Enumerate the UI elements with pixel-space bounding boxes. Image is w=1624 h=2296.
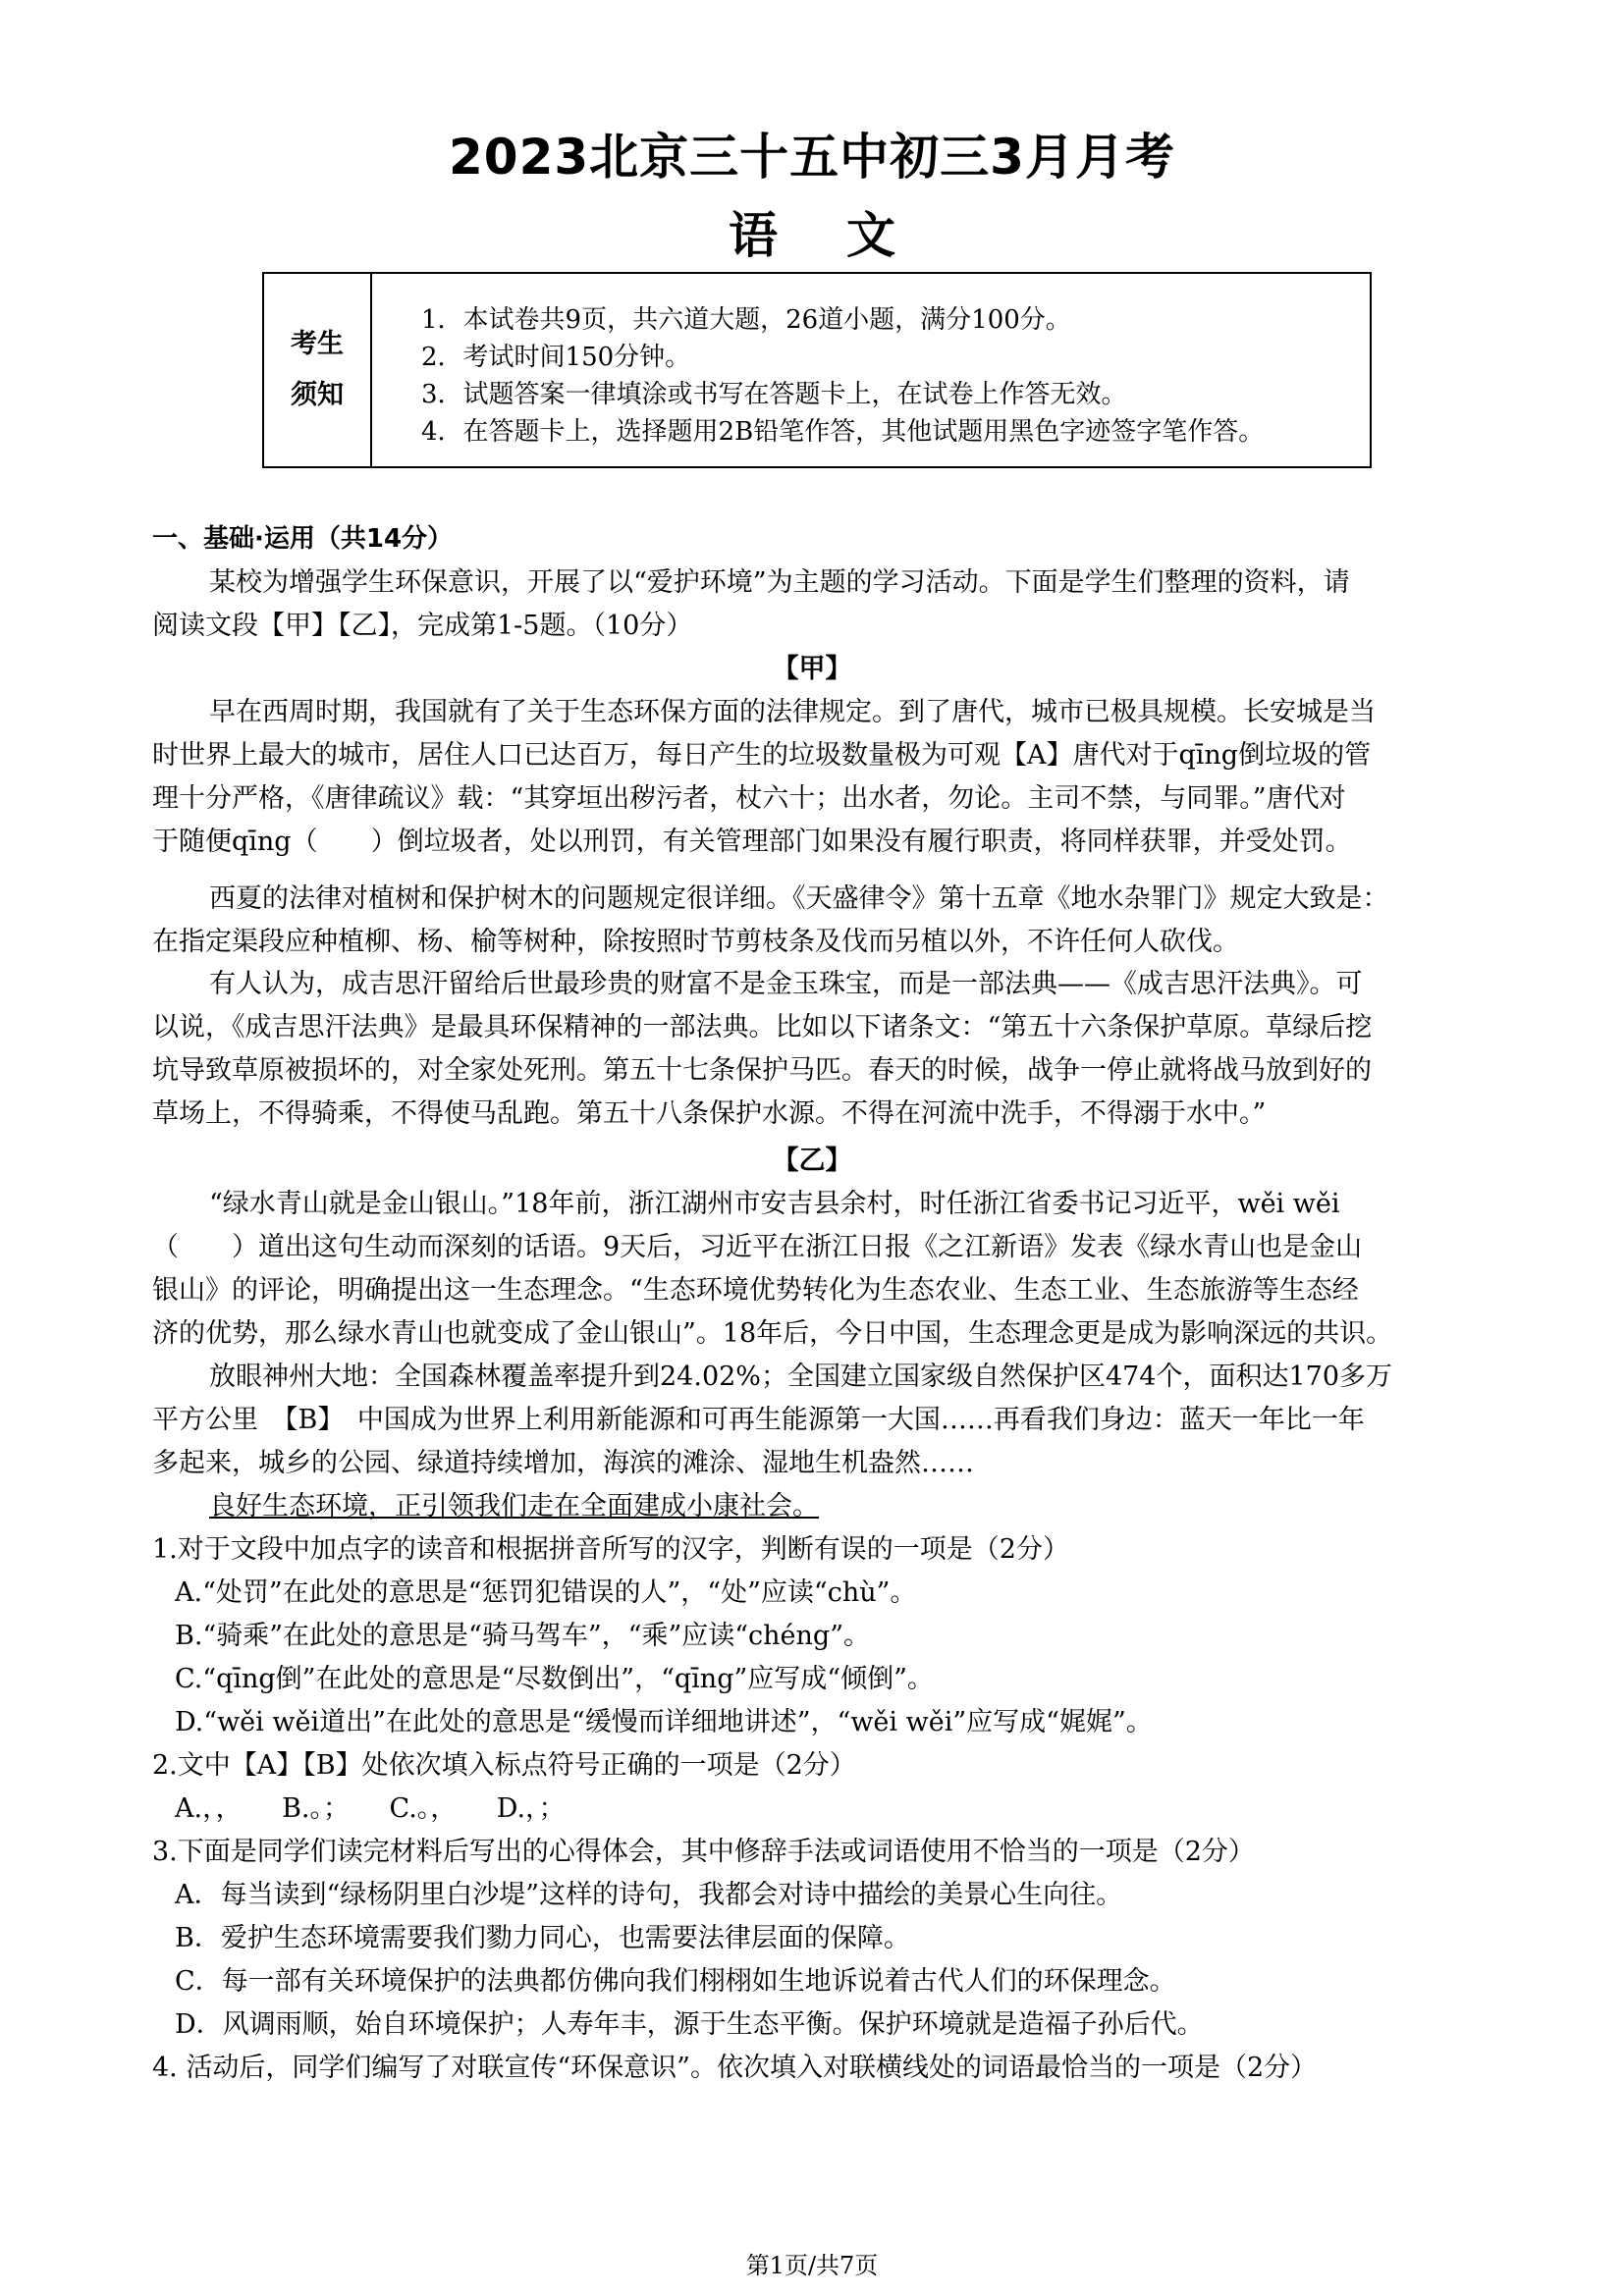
question-3-option: C．每一部有关环境保护的法典都仿佛向我们栩栩如生地诉说着古代人们的环保理念。 (175, 1966, 1176, 1997)
question-1-option: D.“wěi wěi道出”在此处的意思是“缓慢而详细地讲述”，“wěi wěi”应写成“娓娓”。 (175, 1707, 1153, 1737)
passage-jia-heading: 【甲】 (772, 654, 852, 684)
passage-line: 早在西周时期，我国就有了关于生态环保方面的法律规定。到了唐代，城市已极具规模。长安城是当 (209, 697, 1376, 727)
passage-line: 理十分严格，《唐律疏议》载：“其穿垣出秽污者，杖六十；出水者，勿论。主司不禁，与同罪。”唐代对 (152, 783, 1346, 814)
passage-line: 银山》的评论，明确提出这一生态理念。“生态环境优势转化为生态农业、生态工业、生态旅游等生态经 (152, 1275, 1359, 1306)
notice-item: 3．试题答案一律填涂或书写在答题卡上，在试卷上作答无效。 (421, 380, 1127, 409)
section-title: 一、基础·运用（共14分） (152, 524, 454, 554)
passage-line: 草场上，不得骑乘，不得使马乱跑。第五十八条保护水源。不得在河流中洗手，不得溺于水中。” (152, 1098, 1267, 1129)
question-1-option: A.“处罚”在此处的意思是“惩罚犯错误的人”，“处”应读“chù”。 (175, 1577, 917, 1608)
notice-label-line2: 须知 (291, 380, 344, 410)
intro-line: 某校为增强学生环保意识，开展了以“爱护环境”为主题的学习活动。下面是学生们整理的资料，请 (209, 567, 1350, 598)
passage-line: 西夏的法律对植树和保护树木的问题规定很详细。《天盛律令》第十五章《地水杂罪门》规定大致是： (209, 883, 1389, 914)
passage-line: 以说，《成吉思汗法典》是最具环保精神的一部法典。比如以下诸条文：“第五十六条保护草原。草绿后挖 (152, 1012, 1373, 1042)
passage-line: 平方公里 【B】 中国成为世界上利用新能源和可再生能源第一大国……再看我们身边：蓝天一年比一年 (152, 1405, 1365, 1435)
passage-line: 在指定渠段应种植柳、杨、榆等树种，除按照时节剪枝条及伐而另植以外，不许任何人砍伐。 (152, 927, 1239, 957)
passage-line: 有人认为，成吉思汗留给后世最珍贵的财富不是金玉珠宝，而是一部法典——《成吉思汗法典》。可 (209, 969, 1363, 999)
question-2: 2.文中【A】【B】处依次填入标点符号正确的一项是（2分） (152, 1750, 856, 1781)
question-1: 1.对于文段中加点字的读音和根据拼音所写的汉字，判断有误的一项是（2分） (152, 1534, 1069, 1565)
question-3: 3.下面是同学们读完材料后写出的心得体会，其中修辞手法或词语使用不恰当的一项是（2分） (152, 1837, 1255, 1867)
notice-label-line1: 考生 (291, 329, 344, 359)
notice-items (421, 301, 1264, 451)
notice-item: 4．在答题卡上，选择题用2B铅笔作答，其他试题用黑色字迹签字笔作答。 (421, 417, 1265, 447)
passage-line: 多起来，城乡的公园、绿道持续增加，海滨的滩涂、湿地生机盎然…… (152, 1448, 974, 1478)
question-1-option: B.“骑乘”在此处的意思是“骑马驾车”，“乘”应读“chéng”。 (175, 1621, 871, 1651)
page-number: 第1页/共7页 (745, 2252, 879, 2279)
notice-box (262, 272, 1372, 468)
notice-label (264, 274, 372, 466)
question-3-option: D．风调雨顺，始自环境保护；人寿年丰，源于生态平衡。保护环境就是造福子孙后代。 (175, 2009, 1204, 2040)
passage-line: 坑导致草原被损坏的，对全家处死刑。第五十七条保护马匹。春天的时候，战争一停止就将战马放到好的 (152, 1055, 1372, 1086)
notice-item: 2．考试时间150分钟。 (421, 343, 691, 372)
intro-line: 阅读文段【甲】【乙】，完成第1-5题。（10分） (152, 611, 693, 641)
question-1-option: C.“qīng倒”在此处的意思是“尽数倒出”，“qīng”应写成“倾倒”。 (175, 1664, 934, 1694)
exam-title: 2023北京三十五中初三3月月考 (449, 129, 1175, 186)
passage-line: 济的优势，那么绿水青山也就变成了金山银山”。18年后，今日中国，生态理念更是成为影响深远的共识。 (152, 1318, 1393, 1349)
question-4: 4. 活动后，同学们编写了对联宣传“环保意识”。依次填入对联横线处的词语最恰当的一项是（2分） (152, 2053, 1318, 2083)
underlined-sentence: 良好生态环境，正引领我们走在全面建成小康社会。 (209, 1491, 819, 1522)
passage-line: 时世界上最大的城市，居住人口已达百万，每日产生的垃圾数量极为可观【A】唐代对于qīng倒垃圾的管 (152, 740, 1372, 771)
question-3-option: A．每当读到“绿杨阴里白沙堤”这样的诗句，我都会对诗中描绘的美景心生向往。 (175, 1880, 1123, 1910)
question-2-options: A.，， B.。； C.。， D.，； (175, 1793, 566, 1824)
passage-line: 放眼神州大地：全国森林覆盖率提升到24.02%；全国建立国家级自然保护区474个，面积达170多万 (209, 1362, 1393, 1392)
passage-line: （ ）道出这句生动而深刻的话语。9天后，习近平在浙江日报《之江新语》发表《绿水青山也是金山 (152, 1232, 1363, 1262)
passage-line: 于随便qīng（ ）倒垃圾者，处以刑罚，有关管理部门如果没有履行职责，将同样获罪，并受处罚。 (152, 827, 1352, 857)
passage-yi-heading: 【乙】 (772, 1146, 852, 1176)
exam-subject: 语文 (729, 207, 964, 264)
question-3-option: B．爱护生态环境需要我们勠力同心，也需要法律层面的保障。 (175, 1923, 910, 1953)
notice-item: 1．本试卷共9页，共六道大题，26道小题，满分100分。 (421, 305, 1071, 335)
passage-line: “绿水青山就是金山银山。”18年前，浙江湖州市安吉县余村，时任浙江省委书记习近平，wěi wěi (209, 1189, 1340, 1219)
